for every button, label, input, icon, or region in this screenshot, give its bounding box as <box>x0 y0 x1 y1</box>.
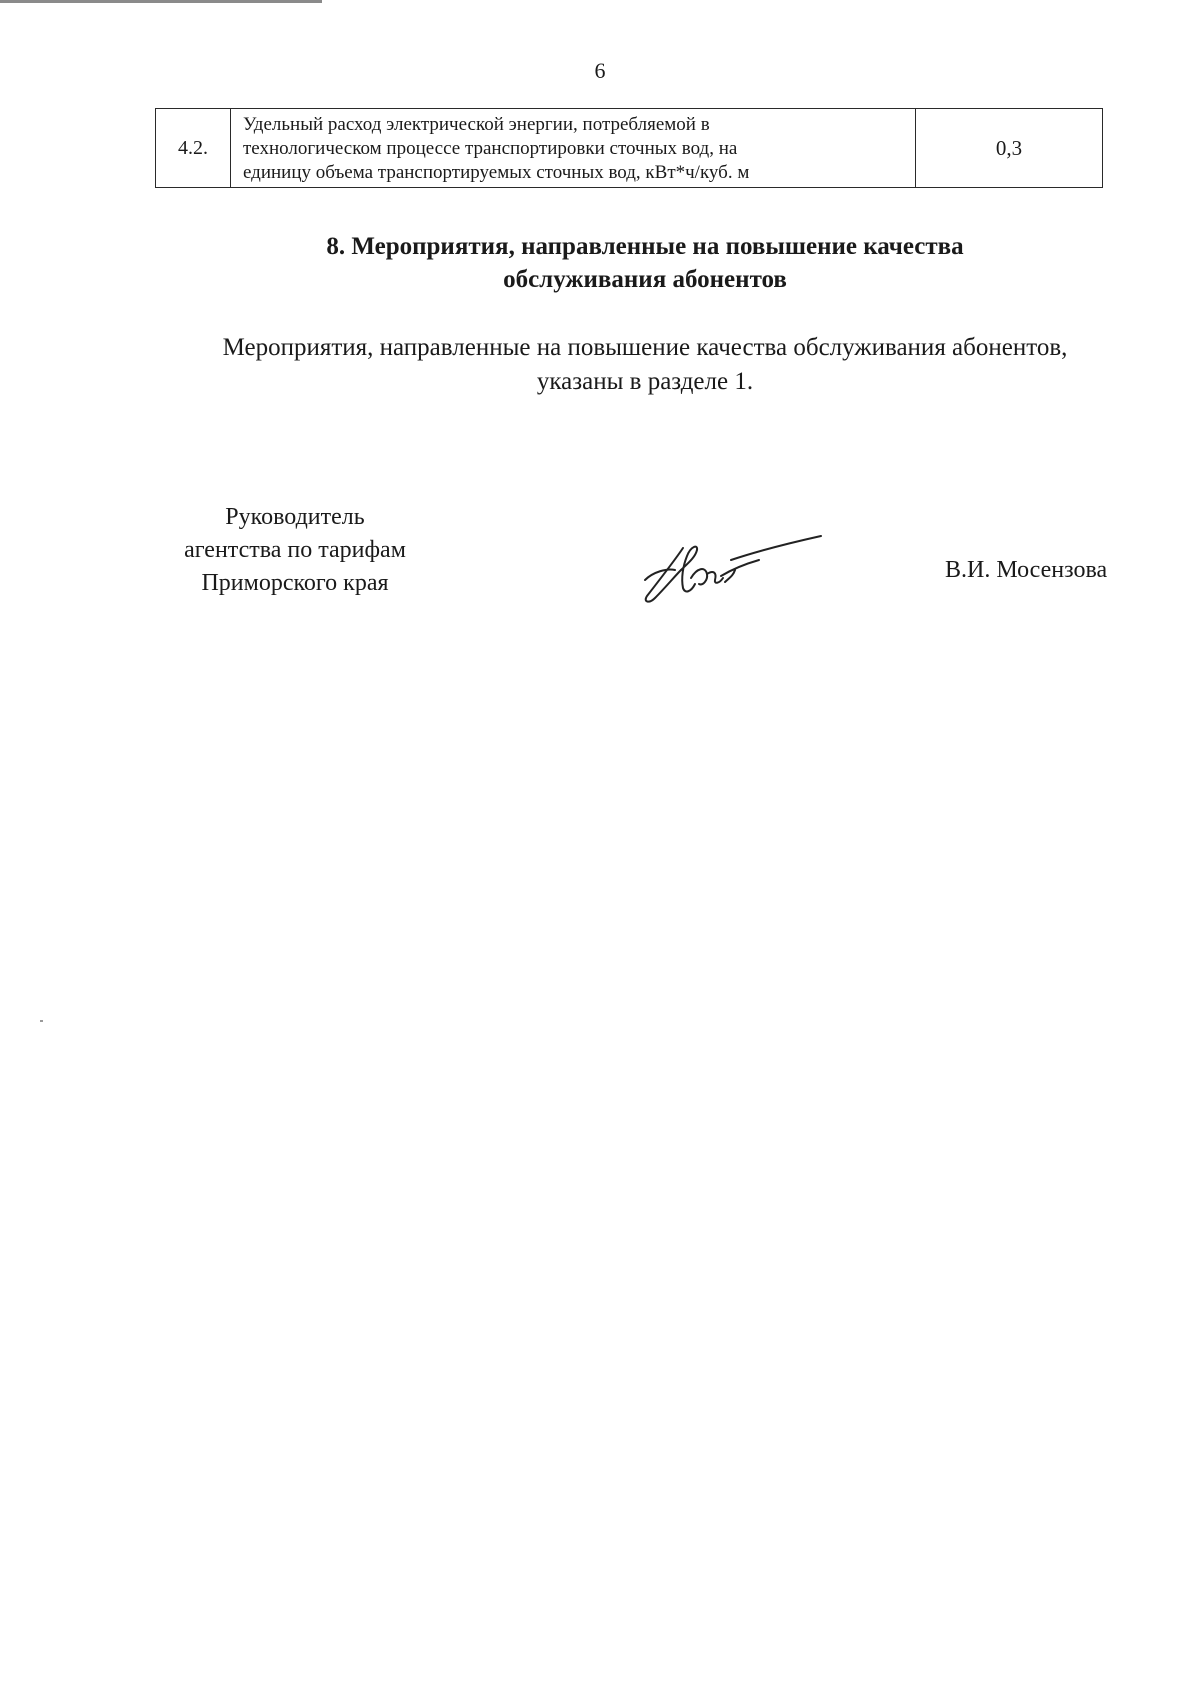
section-heading <box>0 230 1200 296</box>
section-body <box>0 331 1200 399</box>
signatory-title <box>130 501 460 600</box>
scan-margin-speck <box>40 1020 43 1022</box>
handwritten-signature-icon <box>635 530 825 610</box>
row-description <box>231 109 916 188</box>
scan-edge-mark <box>0 0 322 3</box>
row-description-line: технологическом процессе транспортировки сточных вод, на <box>243 138 738 159</box>
row-value: 0,3 <box>916 109 1103 188</box>
row-number: 4.2. <box>156 109 231 188</box>
row-description-line: единицу объема транспортируемых сточных вод, кВт*ч/куб. м <box>243 162 750 183</box>
indicators-table <box>155 108 1103 188</box>
table-row <box>156 109 1103 188</box>
signatory-title-line: агентства по тарифам <box>184 537 406 563</box>
signatory-title-line: Руководитель <box>225 504 365 530</box>
page-number: 6 <box>594 58 606 83</box>
signatory-name: В.И. Мосензова <box>945 557 1108 583</box>
section-body-line: указаны в разделе 1. <box>536 368 754 395</box>
row-description-line: Удельный расход электрической энергии, потребляемой в <box>243 114 710 135</box>
section-body-line: Мероприятия, направленные на повышение качества обслуживания абонентов, <box>222 334 1068 361</box>
signatory-title-line: Приморского края <box>201 570 389 596</box>
section-heading-line: обслуживания абонентов <box>503 266 787 293</box>
section-heading-line: 8. Мероприятия, направленные на повышение качества <box>326 233 964 260</box>
